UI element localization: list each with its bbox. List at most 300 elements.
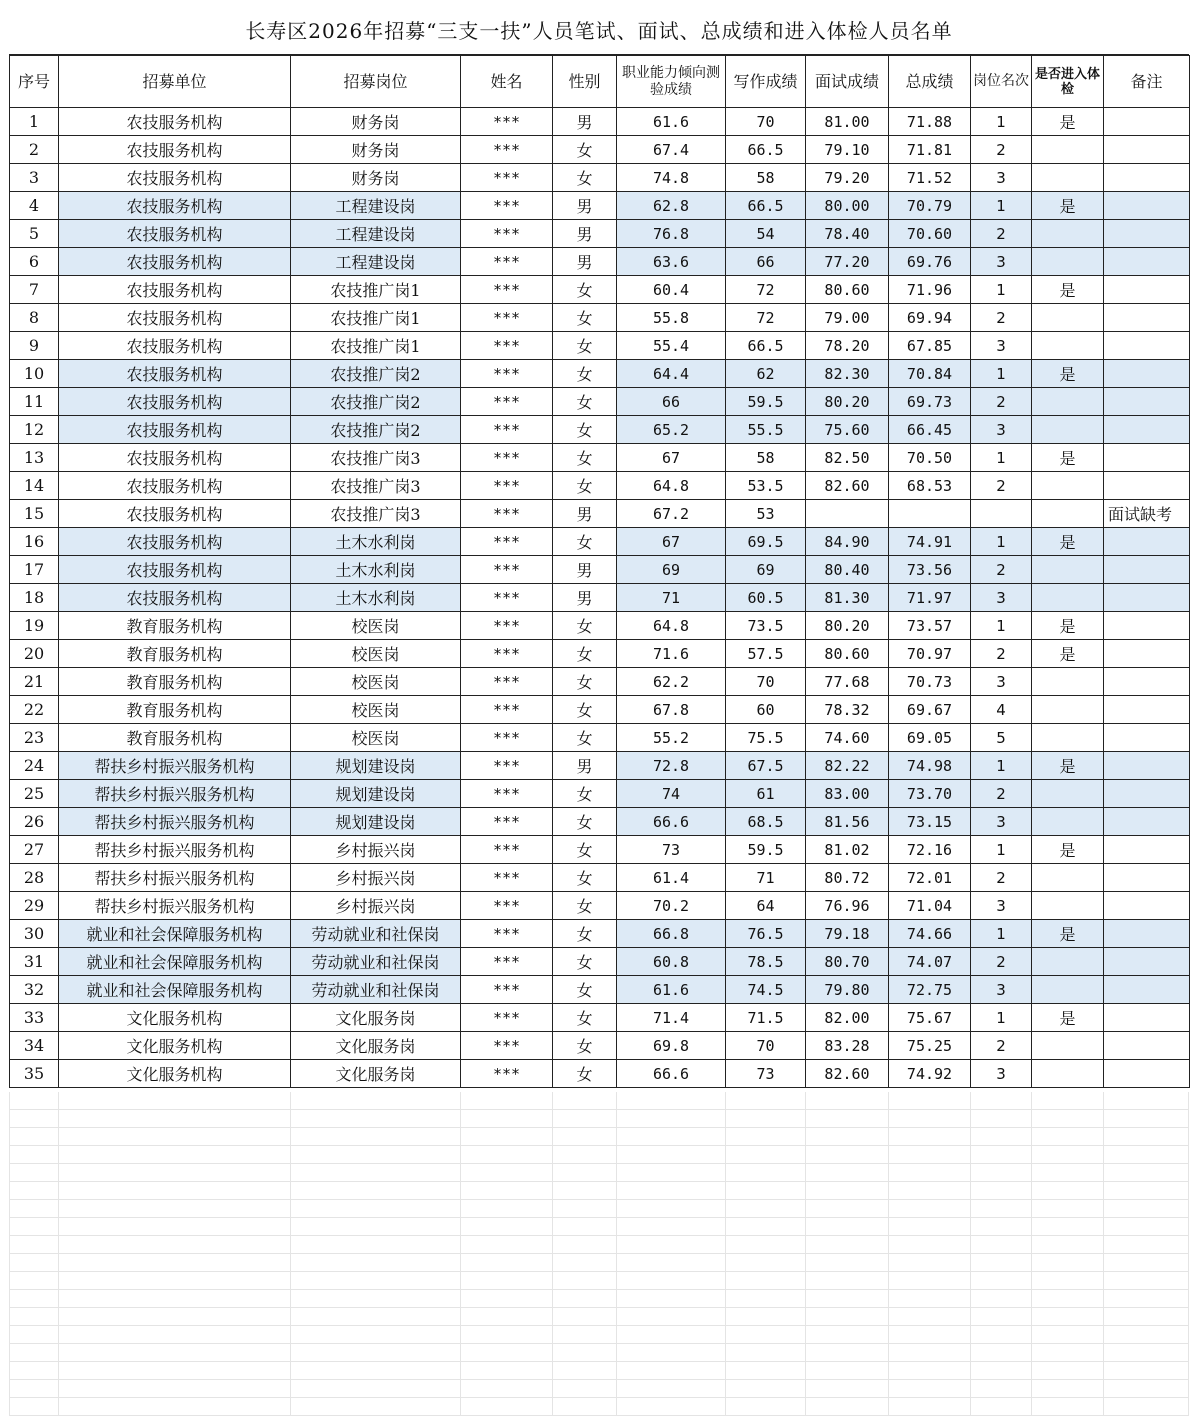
cell-note[interactable] xyxy=(1104,276,1190,304)
cell-exam[interactable] xyxy=(1032,948,1104,976)
cell-post[interactable]: 文化服务岗 xyxy=(291,1032,461,1060)
cell-total[interactable]: 75.67 xyxy=(889,1004,971,1032)
cell-seq[interactable]: 24 xyxy=(10,752,59,780)
cell-total[interactable]: 74.66 xyxy=(889,920,971,948)
header-interview[interactable]: 面试成绩 xyxy=(806,56,889,108)
cell-name[interactable]: *** xyxy=(461,892,553,920)
cell-total[interactable]: 73.70 xyxy=(889,780,971,808)
table-row[interactable] xyxy=(10,276,1190,304)
cell-unit[interactable]: 帮扶乡村振兴服务机构 xyxy=(59,836,291,864)
cell-writing[interactable]: 70 xyxy=(726,1032,806,1060)
cell-note[interactable] xyxy=(1104,668,1190,696)
header-aptitude[interactable]: 职业能力倾向测验成绩 xyxy=(617,56,726,108)
cell-name[interactable]: *** xyxy=(461,332,553,360)
cell-unit[interactable]: 农技服务机构 xyxy=(59,556,291,584)
cell-unit[interactable]: 就业和社会保障服务机构 xyxy=(59,948,291,976)
cell-name[interactable]: *** xyxy=(461,556,553,584)
cell-post[interactable]: 农技推广岗3 xyxy=(291,472,461,500)
cell-rank[interactable]: 1 xyxy=(971,276,1032,304)
cell-gender[interactable]: 男 xyxy=(553,584,617,612)
cell-note[interactable] xyxy=(1104,220,1190,248)
cell-note[interactable] xyxy=(1104,1004,1190,1032)
cell-note[interactable] xyxy=(1104,612,1190,640)
cell-exam[interactable] xyxy=(1032,668,1104,696)
cell-interview[interactable]: 80.20 xyxy=(806,388,889,416)
header-rank[interactable]: 岗位名次 xyxy=(971,56,1032,108)
cell-interview[interactable]: 74.60 xyxy=(806,724,889,752)
cell-gender[interactable]: 女 xyxy=(553,668,617,696)
cell-unit[interactable]: 农技服务机构 xyxy=(59,192,291,220)
cell-aptitude[interactable]: 69.8 xyxy=(617,1032,726,1060)
cell-interview[interactable]: 81.56 xyxy=(806,808,889,836)
cell-gender[interactable]: 女 xyxy=(553,976,617,1004)
cell-seq[interactable]: 29 xyxy=(10,892,59,920)
cell-exam[interactable] xyxy=(1032,1060,1104,1088)
cell-gender[interactable]: 男 xyxy=(553,108,617,136)
cell-post[interactable]: 规划建设岗 xyxy=(291,752,461,780)
cell-exam[interactable]: 是 xyxy=(1032,108,1104,136)
cell-unit[interactable]: 农技服务机构 xyxy=(59,472,291,500)
cell-writing[interactable]: 54 xyxy=(726,220,806,248)
header-name[interactable]: 姓名 xyxy=(461,56,553,108)
cell-seq[interactable]: 21 xyxy=(10,668,59,696)
cell-note[interactable] xyxy=(1104,640,1190,668)
cell-note[interactable] xyxy=(1104,136,1190,164)
cell-aptitude[interactable]: 66.8 xyxy=(617,920,726,948)
cell-exam[interactable]: 是 xyxy=(1032,192,1104,220)
table-row[interactable] xyxy=(10,528,1190,556)
cell-total[interactable]: 69.94 xyxy=(889,304,971,332)
cell-interview[interactable]: 79.80 xyxy=(806,976,889,1004)
cell-seq[interactable]: 15 xyxy=(10,500,59,528)
cell-writing[interactable]: 70 xyxy=(726,668,806,696)
cell-rank[interactable]: 3 xyxy=(971,584,1032,612)
cell-total[interactable]: 74.07 xyxy=(889,948,971,976)
cell-unit[interactable]: 农技服务机构 xyxy=(59,360,291,388)
cell-rank[interactable]: 3 xyxy=(971,808,1032,836)
cell-writing[interactable]: 58 xyxy=(726,444,806,472)
cell-total[interactable]: 75.25 xyxy=(889,1032,971,1060)
cell-seq[interactable]: 4 xyxy=(10,192,59,220)
cell-writing[interactable]: 58 xyxy=(726,164,806,192)
cell-post[interactable]: 土木水利岗 xyxy=(291,584,461,612)
cell-aptitude[interactable]: 67.8 xyxy=(617,696,726,724)
cell-name[interactable]: *** xyxy=(461,696,553,724)
cell-rank[interactable]: 2 xyxy=(971,136,1032,164)
cell-writing[interactable]: 73 xyxy=(726,1060,806,1088)
cell-total[interactable]: 70.73 xyxy=(889,668,971,696)
cell-rank[interactable]: 2 xyxy=(971,864,1032,892)
cell-unit[interactable]: 农技服务机构 xyxy=(59,136,291,164)
cell-interview[interactable]: 82.50 xyxy=(806,444,889,472)
cell-exam[interactable]: 是 xyxy=(1032,752,1104,780)
cell-gender[interactable]: 女 xyxy=(553,612,617,640)
cell-aptitude[interactable]: 65.2 xyxy=(617,416,726,444)
cell-name[interactable]: *** xyxy=(461,136,553,164)
cell-exam[interactable] xyxy=(1032,136,1104,164)
cell-exam[interactable]: 是 xyxy=(1032,1004,1104,1032)
cell-name[interactable]: *** xyxy=(461,584,553,612)
cell-total[interactable]: 71.04 xyxy=(889,892,971,920)
cell-exam[interactable] xyxy=(1032,472,1104,500)
cell-interview[interactable]: 80.60 xyxy=(806,276,889,304)
cell-note[interactable] xyxy=(1104,864,1190,892)
cell-seq[interactable]: 20 xyxy=(10,640,59,668)
cell-post[interactable]: 校医岗 xyxy=(291,668,461,696)
cell-interview[interactable]: 76.96 xyxy=(806,892,889,920)
cell-exam[interactable]: 是 xyxy=(1032,360,1104,388)
cell-writing[interactable]: 60 xyxy=(726,696,806,724)
cell-writing[interactable]: 55.5 xyxy=(726,416,806,444)
cell-name[interactable]: *** xyxy=(461,220,553,248)
cell-unit[interactable]: 文化服务机构 xyxy=(59,1032,291,1060)
cell-name[interactable]: *** xyxy=(461,780,553,808)
cell-total[interactable]: 73.15 xyxy=(889,808,971,836)
cell-note[interactable] xyxy=(1104,360,1190,388)
cell-rank[interactable]: 3 xyxy=(971,976,1032,1004)
cell-interview[interactable] xyxy=(806,500,889,528)
cell-aptitude[interactable]: 62.8 xyxy=(617,192,726,220)
cell-gender[interactable]: 女 xyxy=(553,528,617,556)
cell-name[interactable]: *** xyxy=(461,920,553,948)
cell-seq[interactable]: 3 xyxy=(10,164,59,192)
cell-aptitude[interactable]: 67.2 xyxy=(617,500,726,528)
cell-name[interactable]: *** xyxy=(461,500,553,528)
cell-post[interactable]: 劳动就业和社保岗 xyxy=(291,948,461,976)
cell-writing[interactable]: 66.5 xyxy=(726,332,806,360)
cell-note[interactable] xyxy=(1104,780,1190,808)
cell-aptitude[interactable]: 66.6 xyxy=(617,808,726,836)
cell-unit[interactable]: 文化服务机构 xyxy=(59,1060,291,1088)
cell-writing[interactable]: 78.5 xyxy=(726,948,806,976)
cell-seq[interactable]: 10 xyxy=(10,360,59,388)
cell-rank[interactable]: 5 xyxy=(971,724,1032,752)
cell-unit[interactable]: 农技服务机构 xyxy=(59,416,291,444)
cell-writing[interactable]: 71 xyxy=(726,864,806,892)
cell-aptitude[interactable]: 60.4 xyxy=(617,276,726,304)
cell-gender[interactable]: 女 xyxy=(553,864,617,892)
cell-interview[interactable]: 82.60 xyxy=(806,472,889,500)
cell-name[interactable]: *** xyxy=(461,528,553,556)
table-row[interactable] xyxy=(10,1060,1190,1088)
cell-gender[interactable]: 女 xyxy=(553,808,617,836)
cell-seq[interactable]: 16 xyxy=(10,528,59,556)
cell-rank[interactable]: 1 xyxy=(971,192,1032,220)
cell-interview[interactable]: 79.18 xyxy=(806,920,889,948)
table-row[interactable] xyxy=(10,892,1190,920)
cell-unit[interactable]: 就业和社会保障服务机构 xyxy=(59,920,291,948)
cell-seq[interactable]: 19 xyxy=(10,612,59,640)
cell-note[interactable] xyxy=(1104,892,1190,920)
cell-seq[interactable]: 9 xyxy=(10,332,59,360)
cell-post[interactable]: 校医岗 xyxy=(291,640,461,668)
cell-total[interactable]: 69.73 xyxy=(889,388,971,416)
header-seq[interactable]: 序号 xyxy=(10,56,59,108)
cell-aptitude[interactable]: 60.8 xyxy=(617,948,726,976)
cell-rank[interactable]: 1 xyxy=(971,108,1032,136)
table-row[interactable] xyxy=(10,808,1190,836)
cell-total[interactable]: 70.79 xyxy=(889,192,971,220)
cell-writing[interactable]: 73.5 xyxy=(726,612,806,640)
cell-seq[interactable]: 6 xyxy=(10,248,59,276)
cell-name[interactable]: *** xyxy=(461,276,553,304)
cell-gender[interactable]: 男 xyxy=(553,500,617,528)
cell-post[interactable]: 工程建设岗 xyxy=(291,192,461,220)
cell-unit[interactable]: 教育服务机构 xyxy=(59,668,291,696)
cell-rank[interactable]: 3 xyxy=(971,248,1032,276)
cell-rank[interactable]: 1 xyxy=(971,920,1032,948)
header-writing[interactable]: 写作成绩 xyxy=(726,56,806,108)
cell-rank[interactable]: 2 xyxy=(971,472,1032,500)
cell-post[interactable]: 文化服务岗 xyxy=(291,1004,461,1032)
cell-exam[interactable]: 是 xyxy=(1032,444,1104,472)
cell-writing[interactable]: 72 xyxy=(726,276,806,304)
cell-writing[interactable]: 59.5 xyxy=(726,836,806,864)
cell-interview[interactable]: 79.20 xyxy=(806,164,889,192)
cell-exam[interactable]: 是 xyxy=(1032,528,1104,556)
cell-aptitude[interactable]: 61.4 xyxy=(617,864,726,892)
table-row[interactable] xyxy=(10,388,1190,416)
cell-total[interactable]: 67.85 xyxy=(889,332,971,360)
table-row[interactable] xyxy=(10,472,1190,500)
cell-writing[interactable]: 53.5 xyxy=(726,472,806,500)
cell-rank[interactable]: 2 xyxy=(971,948,1032,976)
cell-rank[interactable]: 3 xyxy=(971,892,1032,920)
cell-writing[interactable]: 74.5 xyxy=(726,976,806,1004)
cell-aptitude[interactable]: 71.6 xyxy=(617,640,726,668)
cell-name[interactable]: *** xyxy=(461,948,553,976)
cell-post[interactable]: 农技推广岗1 xyxy=(291,304,461,332)
cell-writing[interactable]: 71.5 xyxy=(726,1004,806,1032)
table-row[interactable] xyxy=(10,304,1190,332)
cell-rank[interactable]: 1 xyxy=(971,612,1032,640)
cell-exam[interactable] xyxy=(1032,332,1104,360)
cell-name[interactable]: *** xyxy=(461,1032,553,1060)
cell-aptitude[interactable]: 73 xyxy=(617,836,726,864)
cell-post[interactable]: 财务岗 xyxy=(291,136,461,164)
cell-total[interactable]: 71.96 xyxy=(889,276,971,304)
cell-interview[interactable]: 78.40 xyxy=(806,220,889,248)
cell-gender[interactable]: 女 xyxy=(553,360,617,388)
cell-rank[interactable] xyxy=(971,500,1032,528)
table-row[interactable] xyxy=(10,1004,1190,1032)
cell-seq[interactable]: 11 xyxy=(10,388,59,416)
cell-unit[interactable]: 教育服务机构 xyxy=(59,612,291,640)
cell-gender[interactable]: 女 xyxy=(553,1004,617,1032)
cell-exam[interactable] xyxy=(1032,1032,1104,1060)
cell-name[interactable]: *** xyxy=(461,416,553,444)
cell-interview[interactable]: 82.00 xyxy=(806,1004,889,1032)
table-row[interactable] xyxy=(10,920,1190,948)
cell-seq[interactable]: 12 xyxy=(10,416,59,444)
cell-name[interactable]: *** xyxy=(461,164,553,192)
table-row[interactable] xyxy=(10,724,1190,752)
cell-seq[interactable]: 34 xyxy=(10,1032,59,1060)
cell-gender[interactable]: 女 xyxy=(553,696,617,724)
cell-seq[interactable]: 13 xyxy=(10,444,59,472)
cell-aptitude[interactable]: 61.6 xyxy=(617,108,726,136)
cell-exam[interactable] xyxy=(1032,500,1104,528)
cell-name[interactable]: *** xyxy=(461,472,553,500)
cell-interview[interactable]: 80.00 xyxy=(806,192,889,220)
cell-gender[interactable]: 女 xyxy=(553,724,617,752)
cell-name[interactable]: *** xyxy=(461,612,553,640)
cell-post[interactable]: 乡村振兴岗 xyxy=(291,836,461,864)
cell-gender[interactable]: 男 xyxy=(553,248,617,276)
table-row[interactable] xyxy=(10,332,1190,360)
cell-note[interactable] xyxy=(1104,1032,1190,1060)
cell-seq[interactable]: 5 xyxy=(10,220,59,248)
cell-name[interactable]: *** xyxy=(461,304,553,332)
cell-rank[interactable]: 1 xyxy=(971,360,1032,388)
cell-name[interactable]: *** xyxy=(461,360,553,388)
cell-interview[interactable]: 83.28 xyxy=(806,1032,889,1060)
cell-name[interactable]: *** xyxy=(461,248,553,276)
cell-name[interactable]: *** xyxy=(461,724,553,752)
cell-rank[interactable]: 2 xyxy=(971,1032,1032,1060)
cell-interview[interactable]: 80.70 xyxy=(806,948,889,976)
header-total[interactable]: 总成绩 xyxy=(889,56,971,108)
cell-rank[interactable]: 3 xyxy=(971,332,1032,360)
cell-aptitude[interactable]: 55.4 xyxy=(617,332,726,360)
table-row[interactable] xyxy=(10,248,1190,276)
cell-rank[interactable]: 2 xyxy=(971,780,1032,808)
cell-name[interactable]: *** xyxy=(461,388,553,416)
cell-note[interactable] xyxy=(1104,836,1190,864)
table-row[interactable] xyxy=(10,416,1190,444)
table-row[interactable] xyxy=(10,220,1190,248)
cell-seq[interactable]: 8 xyxy=(10,304,59,332)
cell-aptitude[interactable]: 64.4 xyxy=(617,360,726,388)
cell-rank[interactable]: 1 xyxy=(971,444,1032,472)
cell-seq[interactable]: 23 xyxy=(10,724,59,752)
cell-exam[interactable] xyxy=(1032,416,1104,444)
cell-post[interactable]: 农技推广岗1 xyxy=(291,332,461,360)
cell-writing[interactable]: 53 xyxy=(726,500,806,528)
cell-post[interactable]: 校医岗 xyxy=(291,696,461,724)
header-post[interactable]: 招募岗位 xyxy=(291,56,461,108)
cell-note[interactable] xyxy=(1104,108,1190,136)
cell-aptitude[interactable]: 55.8 xyxy=(617,304,726,332)
cell-unit[interactable]: 农技服务机构 xyxy=(59,220,291,248)
cell-seq[interactable]: 28 xyxy=(10,864,59,892)
cell-post[interactable]: 校医岗 xyxy=(291,724,461,752)
cell-rank[interactable]: 2 xyxy=(971,388,1032,416)
cell-total[interactable] xyxy=(889,500,971,528)
cell-interview[interactable]: 80.72 xyxy=(806,864,889,892)
cell-note[interactable] xyxy=(1104,1060,1190,1088)
header-exam[interactable]: 是否进入体检 xyxy=(1032,56,1104,108)
cell-interview[interactable]: 79.10 xyxy=(806,136,889,164)
cell-rank[interactable]: 2 xyxy=(971,640,1032,668)
cell-total[interactable]: 71.52 xyxy=(889,164,971,192)
cell-post[interactable]: 规划建设岗 xyxy=(291,780,461,808)
cell-seq[interactable]: 26 xyxy=(10,808,59,836)
cell-exam[interactable] xyxy=(1032,696,1104,724)
cell-interview[interactable]: 82.22 xyxy=(806,752,889,780)
cell-name[interactable]: *** xyxy=(461,836,553,864)
cell-post[interactable]: 劳动就业和社保岗 xyxy=(291,920,461,948)
cell-interview[interactable]: 81.30 xyxy=(806,584,889,612)
cell-interview[interactable]: 79.00 xyxy=(806,304,889,332)
cell-post[interactable]: 农技推广岗3 xyxy=(291,444,461,472)
cell-post[interactable]: 乡村振兴岗 xyxy=(291,892,461,920)
table-row[interactable] xyxy=(10,108,1190,136)
cell-aptitude[interactable]: 67 xyxy=(617,528,726,556)
cell-rank[interactable]: 2 xyxy=(971,304,1032,332)
cell-seq[interactable]: 30 xyxy=(10,920,59,948)
cell-interview[interactable]: 80.20 xyxy=(806,612,889,640)
cell-aptitude[interactable]: 66 xyxy=(617,388,726,416)
table-row[interactable] xyxy=(10,836,1190,864)
cell-gender[interactable]: 女 xyxy=(553,136,617,164)
cell-gender[interactable]: 女 xyxy=(553,388,617,416)
cell-name[interactable]: *** xyxy=(461,976,553,1004)
cell-note[interactable] xyxy=(1104,444,1190,472)
cell-exam[interactable] xyxy=(1032,780,1104,808)
cell-writing[interactable]: 66.5 xyxy=(726,192,806,220)
cell-unit[interactable]: 农技服务机构 xyxy=(59,164,291,192)
cell-note[interactable] xyxy=(1104,248,1190,276)
cell-writing[interactable]: 57.5 xyxy=(726,640,806,668)
cell-aptitude[interactable]: 71 xyxy=(617,584,726,612)
cell-name[interactable]: *** xyxy=(461,1004,553,1032)
cell-post[interactable]: 文化服务岗 xyxy=(291,1060,461,1088)
cell-post[interactable]: 校医岗 xyxy=(291,612,461,640)
cell-unit[interactable]: 就业和社会保障服务机构 xyxy=(59,976,291,1004)
cell-interview[interactable]: 82.30 xyxy=(806,360,889,388)
cell-rank[interactable]: 1 xyxy=(971,836,1032,864)
cell-interview[interactable]: 75.60 xyxy=(806,416,889,444)
cell-gender[interactable]: 女 xyxy=(553,920,617,948)
cell-unit[interactable]: 教育服务机构 xyxy=(59,696,291,724)
cell-exam[interactable]: 是 xyxy=(1032,836,1104,864)
cell-aptitude[interactable]: 74 xyxy=(617,780,726,808)
table-row[interactable] xyxy=(10,696,1190,724)
cell-interview[interactable]: 82.60 xyxy=(806,1060,889,1088)
cell-unit[interactable]: 农技服务机构 xyxy=(59,500,291,528)
cell-rank[interactable]: 2 xyxy=(971,556,1032,584)
table-row[interactable] xyxy=(10,1032,1190,1060)
cell-total[interactable]: 66.45 xyxy=(889,416,971,444)
cell-writing[interactable]: 70 xyxy=(726,108,806,136)
cell-gender[interactable]: 女 xyxy=(553,1060,617,1088)
cell-gender[interactable]: 女 xyxy=(553,332,617,360)
cell-unit[interactable]: 农技服务机构 xyxy=(59,108,291,136)
cell-rank[interactable]: 3 xyxy=(971,164,1032,192)
cell-post[interactable]: 农技推广岗2 xyxy=(291,388,461,416)
cell-post[interactable]: 农技推广岗2 xyxy=(291,360,461,388)
cell-exam[interactable] xyxy=(1032,808,1104,836)
cell-seq[interactable]: 17 xyxy=(10,556,59,584)
cell-note[interactable] xyxy=(1104,808,1190,836)
cell-seq[interactable]: 14 xyxy=(10,472,59,500)
cell-name[interactable]: *** xyxy=(461,668,553,696)
table-row[interactable] xyxy=(10,668,1190,696)
cell-rank[interactable]: 3 xyxy=(971,416,1032,444)
table-row[interactable] xyxy=(10,192,1190,220)
cell-total[interactable]: 70.97 xyxy=(889,640,971,668)
cell-exam[interactable] xyxy=(1032,220,1104,248)
cell-interview[interactable]: 84.90 xyxy=(806,528,889,556)
cell-seq[interactable]: 2 xyxy=(10,136,59,164)
cell-unit[interactable]: 农技服务机构 xyxy=(59,444,291,472)
cell-name[interactable]: *** xyxy=(461,808,553,836)
cell-post[interactable]: 土木水利岗 xyxy=(291,528,461,556)
cell-interview[interactable]: 77.68 xyxy=(806,668,889,696)
header-note[interactable]: 备注 xyxy=(1104,56,1190,108)
cell-total[interactable]: 74.91 xyxy=(889,528,971,556)
